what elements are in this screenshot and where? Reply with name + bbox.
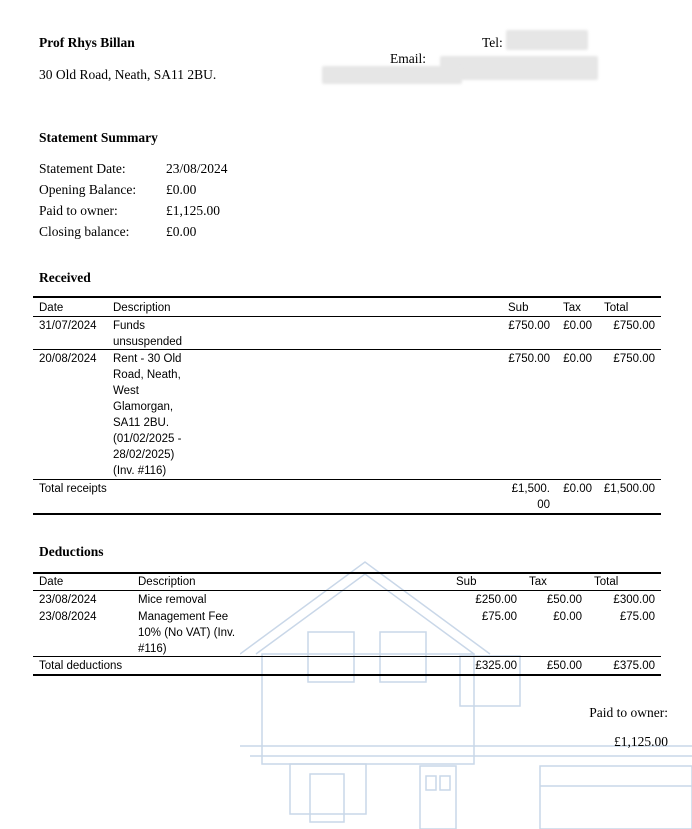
summary-label-closing: Closing balance: bbox=[39, 224, 130, 239]
summary-value-paid: £1,125.00 bbox=[166, 203, 220, 218]
received-row-1-total: £750.00 bbox=[613, 320, 655, 332]
summary-labels bbox=[39, 158, 136, 242]
summary-title: Statement Summary bbox=[39, 130, 158, 145]
email-redaction-left bbox=[322, 66, 462, 84]
deductions-header-date: Date bbox=[39, 576, 64, 588]
received-total-sub: £1,500.00 bbox=[511, 483, 550, 511]
received-header-description: Description bbox=[113, 302, 171, 314]
summary-label-opening: Opening Balance: bbox=[39, 182, 137, 197]
deductions-row-2-date: 23/08/2024 bbox=[39, 611, 97, 623]
received-bottom-rule bbox=[33, 513, 661, 515]
received-row-2-date: 20/08/2024 bbox=[39, 353, 97, 365]
summary-value-opening: £0.00 bbox=[166, 182, 197, 197]
deductions-total-total: £375.00 bbox=[613, 660, 655, 672]
received-header-rule bbox=[33, 316, 661, 317]
summary-label-date: Statement Date: bbox=[39, 161, 126, 176]
deductions-title: Deductions bbox=[39, 544, 104, 559]
received-header-date: Date bbox=[39, 302, 64, 314]
deductions-row-1-tax: £50.00 bbox=[546, 594, 582, 606]
paid-to-owner-value: £1,125.00 bbox=[614, 734, 668, 749]
deductions-header-tax: Tax bbox=[529, 576, 547, 588]
deductions-rows-rule bbox=[33, 656, 661, 657]
deductions-row-2-total: £75.00 bbox=[619, 611, 655, 623]
received-row-1-description: Funds unsuspended bbox=[113, 320, 183, 348]
received-row-2-total: £750.00 bbox=[613, 353, 655, 365]
deductions-row-2-description: Management Fee 10% (No VAT) (Inv. #116) bbox=[138, 611, 236, 655]
deductions-row-2-tax: £0.00 bbox=[553, 611, 582, 623]
received-row-1-date: 31/07/2024 bbox=[39, 320, 97, 332]
summary-values bbox=[166, 158, 228, 242]
deductions-header-sub: Sub bbox=[456, 576, 477, 588]
deductions-row-1-sub: £250.00 bbox=[475, 594, 517, 606]
deductions-header-description: Description bbox=[138, 576, 196, 588]
received-row-2-description: Rent - 30 Old Road, Neath, West Glamorgan, SA11 2BU. (01/02/2025 - 28/02/2025) (Inv. #116) bbox=[113, 353, 182, 477]
summary-value-closing: £0.00 bbox=[166, 224, 197, 239]
deductions-header-rule bbox=[33, 590, 661, 591]
landlord-name: Prof Rhys Billan bbox=[39, 35, 135, 50]
received-header-tax: Tax bbox=[563, 302, 581, 314]
received-total-total: £1,500.00 bbox=[603, 483, 655, 495]
summary-label-paid: Paid to owner: bbox=[39, 203, 118, 218]
landlord-address: 30 Old Road, Neath, SA11 2BU. bbox=[39, 67, 217, 82]
deductions-total-tax: £50.00 bbox=[546, 660, 582, 672]
deductions-row-2-sub: £75.00 bbox=[481, 611, 517, 623]
tel-label: Tel: bbox=[482, 35, 503, 50]
received-total-label: Total receipts bbox=[39, 483, 107, 495]
deductions-top-rule bbox=[33, 572, 661, 574]
deductions-header-total: Total bbox=[594, 576, 619, 588]
deductions-total-sub: £325.00 bbox=[475, 660, 517, 672]
deductions-bottom-rule bbox=[33, 674, 661, 676]
deductions-row-1-date: 23/08/2024 bbox=[39, 594, 97, 606]
received-row-2-rule bbox=[33, 479, 661, 480]
received-row-2-tax: £0.00 bbox=[563, 353, 592, 365]
received-row-1-sub: £750.00 bbox=[508, 320, 550, 332]
email-label: Email: bbox=[390, 51, 426, 66]
received-top-rule bbox=[33, 296, 661, 298]
tel-redaction bbox=[506, 30, 588, 50]
paid-to-owner-label: Paid to owner: bbox=[589, 705, 668, 720]
received-header-sub: Sub bbox=[508, 302, 529, 314]
received-row-2-sub: £750.00 bbox=[508, 353, 550, 365]
received-title: Received bbox=[39, 270, 91, 285]
deductions-row-1-total: £300.00 bbox=[613, 594, 655, 606]
received-total-tax: £0.00 bbox=[563, 483, 592, 495]
deductions-row-1-description: Mice removal bbox=[138, 594, 207, 606]
deductions-total-label: Total deductions bbox=[39, 660, 123, 672]
received-row-1-tax: £0.00 bbox=[563, 320, 592, 332]
received-row-1-rule bbox=[33, 349, 661, 350]
email-redaction bbox=[440, 56, 598, 80]
received-header-total: Total bbox=[604, 302, 629, 314]
summary-value-date: 23/08/2024 bbox=[166, 161, 228, 176]
